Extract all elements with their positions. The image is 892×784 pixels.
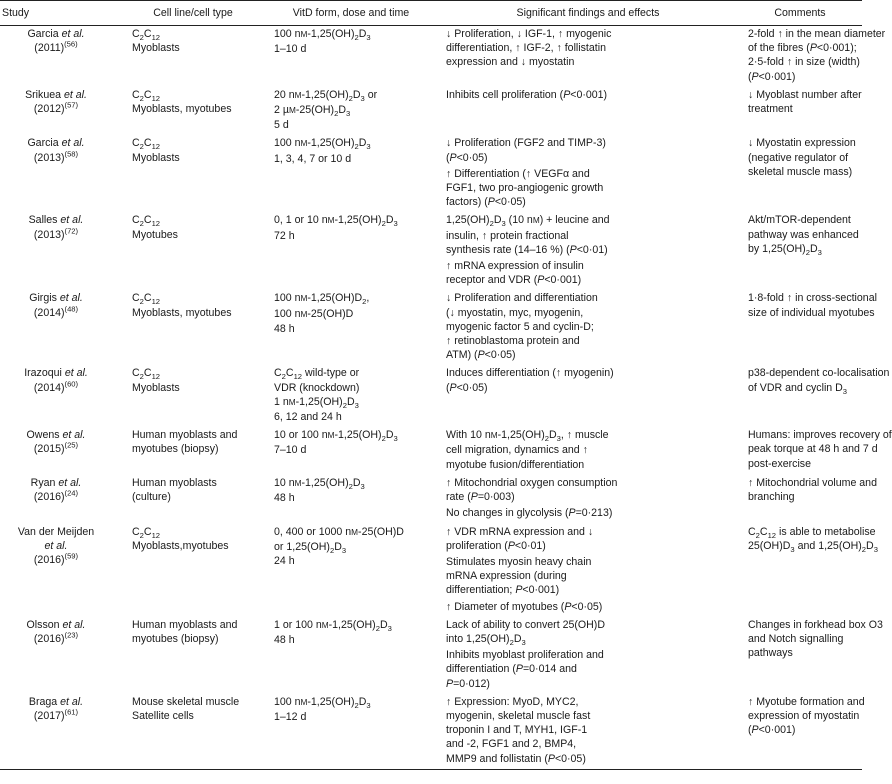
study-cell-line: $(2011)^{(56)}$ [34,39,78,55]
findings-line: proliferation (P<0·01) [446,539,546,552]
comments-cell-line: skeletal muscle mass) [748,165,853,178]
study-cell-line: et al. [44,539,68,552]
findings-line: ↑ retinoblastoma protein and [446,335,580,348]
cell-line-cell [122,26,264,87]
findings-line: ↓ Proliferation (FGF2 and TIMP-3) [446,137,606,150]
vitd-cell-line: 48 h [274,322,295,335]
study-cell-line: $(2013)^{(72)}$ [33,226,79,241]
study-cell-line: Girgis et al. [29,292,83,305]
study-cell [0,87,122,136]
vitd-cell-line: 7–10 d [274,444,307,457]
vitd-cell-line: or $1,25(OH)_2D_3$ [274,540,347,555]
findings-line: factors) (P<0·05) [446,196,526,209]
cell-line-cell [122,365,264,427]
cell-line-cell [122,290,264,365]
study-cell-line: Srikuea et al. [25,88,87,101]
findings-line: differentiation (P=0·014 and [446,663,577,676]
study-cell [0,694,122,770]
comments-cell-line: branching [748,491,795,504]
vitd-cell [264,290,438,365]
findings-line: myogenin, skeletal muscle fast [446,709,591,722]
vitd-cell-line: 1–12 d [274,710,307,723]
findings-cell [438,475,738,524]
vitd-cell-line: 10 $nM-1,25(OH)_2D_3$ [274,476,365,491]
findings-line: myogenic factor 5 and cyclin-D; [446,320,594,333]
findings-line: cell migration, dynamics and ↑ [446,444,588,457]
vitd-cell-line: 1–10 d [274,43,307,56]
findings-line: ↑ Mitochondrial oxygen consumption [446,476,618,489]
findings-line: P=0·012) [446,677,490,690]
comments-cell [738,87,862,136]
study-cell [0,135,122,212]
findings-line: ↑ Diameter of myotubes (P<0·05) [446,600,603,613]
table-row [0,694,862,770]
study-cell-line: $(2012)^{(57)}$ [33,100,79,116]
study-cell [0,365,122,427]
study-cell-line: Garcia et al. [27,28,85,40]
vitd-cell-line: $C_2C_{12}$ wild-type or [274,367,360,382]
cell-line-cell-line: Myoblasts,myotubes [132,539,229,552]
findings-cell [438,524,738,617]
study-cell-line: Olsson et al. [26,618,86,631]
findings-line: With 10 $nM-1,25(OH)_2D_3$, ↑ muscle [446,429,609,444]
comments-cell [738,475,877,524]
findings-cell [438,617,738,694]
findings-line: MMP9 and follistatin (P<0·05) [446,752,586,765]
study-cell-line: $(2015)^{(25)}$ [33,440,79,456]
vitd-cell [264,617,438,694]
cell-line-cell-line: $C_2C_{12}$ [132,28,161,43]
cell-line-cell-line: $C_2C_{12}$ [132,367,161,382]
comments-cell-line: (P<0·001) [748,70,796,83]
comments-cell [738,524,878,617]
comments-cell-line: $C_2C_{12}$ is able to metabolise [748,525,876,540]
findings-line: insulin, ↑ protein fractional [446,229,569,242]
comments-cell-line: (P<0·001) [748,724,796,737]
findings-line: No changes in glycolysis (P=0·213) [446,507,613,520]
table-row [0,475,862,524]
comments-cell [738,26,886,87]
findings-line: $1,25(OH)_2D_3$ (10 nM) + leucine and [446,214,610,229]
table-body [0,26,892,770]
study-cell-line: $(2017)^{(61)}$ [33,707,79,722]
comments-cell [738,617,883,694]
table-row [0,365,862,427]
column-header-vitd: VitD form, dose and time [264,1,438,26]
vitd-cell [264,475,438,524]
comments-cell-line: Humans: improves recovery of [748,429,892,442]
cell-line-cell-line: Satellite cells [132,709,194,722]
comments-cell-line: by $1,25(OH)_2D_3$ [748,242,822,257]
column-header-comments: Comments [738,1,862,26]
comments-cell-line: ↑ Myotube formation and [748,695,865,708]
findings-cell [438,365,738,427]
cell-line-cell [122,427,264,475]
vitd-cell-line: 2 $\mu M-25(OH)_2D_3$ [274,104,351,119]
comments-cell-line: 1·8-fold ↑ in cross-sectional [748,292,877,305]
comments-cell [738,290,877,365]
comments-cell-line: 2-fold ↑ in the mean diameter [748,28,886,40]
findings-line: FGF1, two pro-angiogenic growth [446,182,604,195]
table-row [0,290,862,365]
vitd-cell [264,524,438,617]
findings-cell [438,427,738,475]
vitd-cell-line: 1, 3, 4, 7 or 10 d [274,152,352,165]
study-cell [0,427,122,475]
findings-line: ↓ Proliferation, ↓ IGF-1, ↑ myogenic [446,28,612,40]
study-cell-line: $(2016)^{(59)}$ [33,551,79,566]
vitd-cell [264,694,438,770]
findings-line: receptor and VDR (P<0·001) [446,274,582,287]
table-header [0,1,862,26]
findings-line: ↑ mRNA expression of insulin [446,260,584,273]
comments-cell [738,212,862,290]
findings-line: ATM) (P<0·05) [446,349,516,362]
table-row [0,212,862,290]
comments-cell-line: ↑ Mitochondrial volume and [748,476,877,489]
findings-line: myotube fusion/differentiation [446,458,585,471]
comments-cell-line: pathways [748,647,793,660]
findings-line: Lack of ability to convert 25(OH)D [446,618,605,631]
cell-line-cell-line: Mouse skeletal muscle [132,695,240,708]
findings-line: (P<0·05) [446,151,488,164]
study-cell-line: $(2013)^{(58)}$ [33,149,79,164]
study-cell-line: $(2016)^{(23)}$ [33,630,79,645]
study-cell-line: Garcia et al. [27,137,85,150]
study-cell-line: Braga et al. [28,695,84,708]
comments-cell [738,427,892,475]
comments-cell-line: peak torque at 48 h and 7 d [748,443,878,456]
study-cell-line: Ryan et al. [30,476,82,489]
comments-cell-line: ↓ Myostatin expression [748,137,856,150]
vitd-cell-line: 1 or 100 $nM-1,25(OH)_2D_3$ [274,618,392,633]
cell-line-cell-line: $C_2C_{12}$ [132,292,161,307]
comments-cell-line: pathway was enhanced [748,228,859,241]
findings-line: synthesis rate (14–16 %) (P<0·01) [446,243,608,256]
study-cell [0,290,122,365]
vitd-cell-line: 72 h [274,229,295,242]
study-cell-line: $(2014)^{(60)}$ [33,379,79,394]
findings-cell [438,212,738,290]
comments-cell-line: size of individual myotubes [748,306,875,319]
vitd-cell-line: 100 $nM-1,25(OH)D_2$, [274,292,370,307]
findings-line: ↑ VDR mRNA expression and ↓ [446,525,594,538]
cell-line-cell-line: Myotubes [132,228,178,241]
vitd-cell [264,87,438,136]
findings-cell [438,135,738,212]
comments-cell-line: Akt/mTOR-dependent [748,214,851,227]
findings-line: and -2, FGF1 and 2, BMP4, [446,738,577,751]
findings-line: (↓ myostatin, myc, myogenin, [446,306,584,319]
study-cell-line: Irazoqui et al. [24,367,88,380]
study-cell-line: $(2014)^{(48)}$ [33,304,79,319]
findings-line: differentiation; P<0·001) [446,584,560,597]
findings-cell [438,26,738,87]
column-header-cell-line: Cell line/cell type [122,1,264,26]
study-cell-line: Owens et al. [26,429,86,442]
comments-cell-line: of VDR and cyclin $D_3$ [748,381,848,396]
comments-cell-line: $25(OH)D_3$ and $1,25(OH)_2D_3$ [748,539,878,554]
cell-line-cell-line: Human myoblasts and [132,429,238,442]
vitd-cell-line: 100 $nM-1,25(OH)_2D_3$ [274,28,371,43]
vitd-cell-line: 6, 12 and 24 h [274,411,342,424]
findings-line: Stimulates myosin heavy chain [446,555,592,568]
vitd-cell-line: 100 $nM-1,25(OH)_2D_3$ [274,695,371,710]
findings-cell [438,87,738,136]
vitd-cell [264,427,438,475]
cell-line-cell-line: Myoblasts [132,381,180,394]
cell-line-cell-line: Myoblasts [132,151,180,164]
cell-line-cell [122,524,264,617]
vitd-cell [264,26,438,87]
cell-line-cell [122,135,264,212]
table-row [0,524,862,617]
vitd-cell-line: 0, 400 or 1000 nM-25(OH)D [274,525,404,538]
cell-line-cell [122,694,264,770]
comments-cell-line: of the fibres (P<0·001); [748,42,857,55]
cell-line-cell-line: $C_2C_{12}$ [132,214,161,229]
comments-cell-line: treatment [748,103,793,116]
findings-line: Induces differentiation (↑ myogenin) [446,367,614,380]
comments-cell-line: expression of myostatin [748,709,860,722]
cell-line-cell-line: $C_2C_{12}$ [132,88,161,103]
cell-line-cell [122,617,264,694]
findings-line: ↑ Expression: MyoD, MYC2, [446,695,579,708]
vitd-cell-line: 48 h [274,492,295,505]
table-row [0,135,862,212]
cell-line-cell-line: (culture) [132,491,171,504]
vitd-cell [264,365,438,427]
comments-cell-line: ↓ Myoblast number after [748,88,862,101]
findings-cell [438,290,738,365]
comments-cell-line: p38-dependent co-localisation [748,367,890,380]
cell-line-cell-line: myotubes (biopsy) [132,443,219,456]
cell-line-cell-line: $C_2C_{12}$ [132,525,161,540]
vitd-cell-line: 20 $nM-1,25(OH)_2D_3$ or [274,88,378,103]
vitd-cell-line: 0, 1 or 10 $nM-1,25(OH)_2D_3$ [274,214,398,229]
findings-line: ↓ Proliferation and differentiation [446,292,598,305]
study-cell [0,475,122,524]
findings-line: Inhibits cell proliferation (P<0·001) [446,88,608,101]
findings-line: into $1,25(OH)_2D_3$ [446,632,526,648]
comments-cell-line: 2·5-fold ↑ in size (width) [748,56,860,69]
comments-cell [738,365,890,427]
header-row [0,1,862,26]
findings-line: Inhibits myoblast proliferation and [446,649,604,662]
comments-cell [738,694,865,770]
vitd-cell-line: 48 h [274,633,295,646]
vitd-cell-line: VDR (knockdown) [274,381,360,394]
cell-line-cell-line: $C_2C_{12}$ [132,137,161,152]
study-cell-line: Salles et al. [28,214,84,227]
cell-line-cell [122,475,264,524]
study-cell [0,524,122,617]
study-cell-line: Van der Meijden [17,525,95,538]
study-cell [0,212,122,290]
comments-cell-line: and Notch signalling [748,632,844,645]
findings-line: mRNA expression (during [446,570,567,583]
findings-line: troponin I and T, MYH1, IGF-1 [446,724,588,737]
cell-line-cell [122,212,264,290]
cell-line-cell-line: Human myoblasts and [132,618,238,631]
study-cell [0,26,122,87]
findings-line: rate (P=0·003) [446,491,515,504]
table-row [0,26,862,87]
vitd-cell-line: 5 d [274,119,289,132]
findings-line: differentiation, ↑ IGF-2, ↑ follistatin [446,42,606,55]
comments-cell-line: Changes in forkhead box O3 [748,618,883,631]
findings-line: ↑ Differentiation (↑ VEGFα and [446,167,590,180]
comments-cell-line: (negative regulator of [748,151,849,164]
table-row [0,87,862,136]
study-cell [0,617,122,694]
vitd-cell-line: 1 $nM-1,25(OH)_2D_3$ [274,395,359,410]
vitd-cell [264,135,438,212]
cell-line-cell-line: Human myoblasts [132,476,217,489]
comments-cell-line: post-exercise [748,457,811,470]
cell-line-cell-line: Myoblasts [132,42,180,55]
column-header-findings: Significant findings and effects [438,1,738,26]
vitd-cell-line: 100 nM-25(OH)D [274,307,354,320]
cell-line-cell-line: myotubes (biopsy) [132,632,219,645]
vitd-cell-line: 24 h [274,554,295,567]
findings-cell [438,694,738,770]
column-header-study: Study [0,1,122,26]
table-row [0,427,862,475]
cell-line-cell-line: Myoblasts, myotubes [132,306,232,319]
study-cell-line: $(2016)^{(24)}$ [33,488,79,504]
findings-line: expression and ↓ myostatin [446,56,575,69]
vitd-cell-line: 10 or 100 $nM-1,25(OH)_2D_3$ [274,429,398,444]
vitd-cell-line: 100 $nM-1,25(OH)_2D_3$ [274,137,371,152]
cell-line-cell-line: Myoblasts, myotubes [132,103,232,116]
cell-line-cell [122,87,264,136]
table-row [0,617,862,694]
vitd-cell [264,212,438,290]
findings-line: (P<0·05) [446,381,488,394]
comments-cell [738,135,862,212]
